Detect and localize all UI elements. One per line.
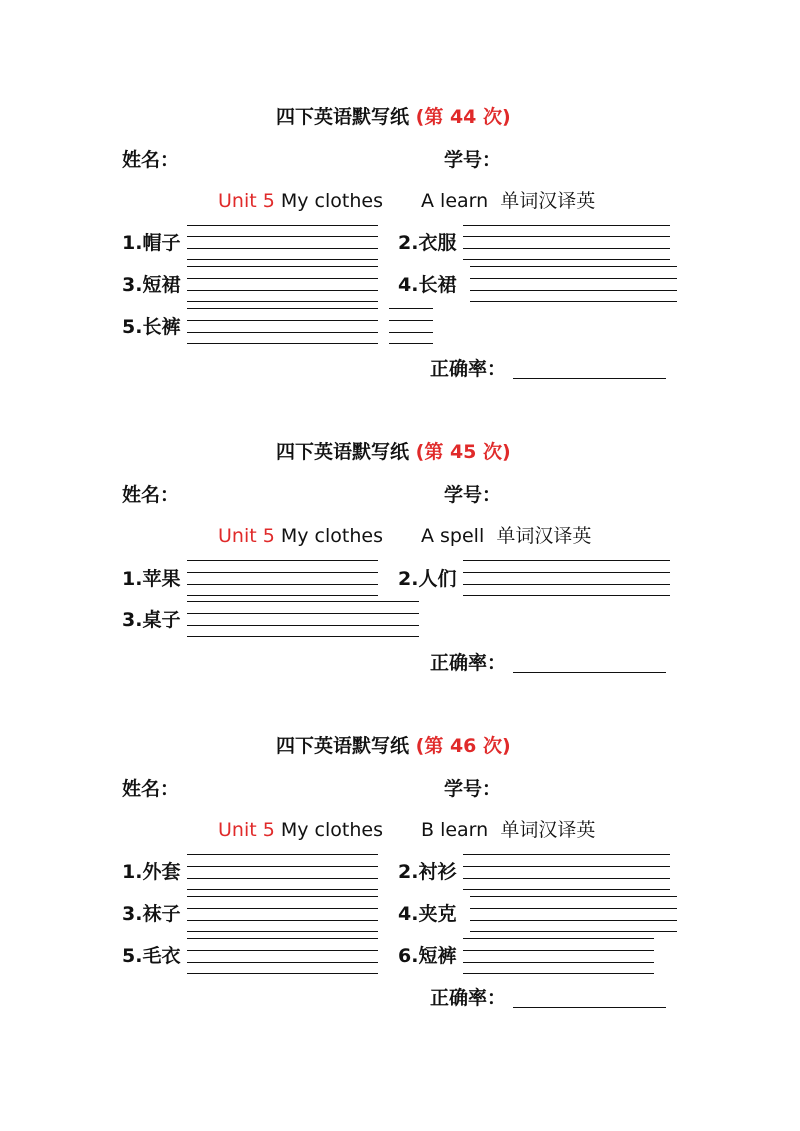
writing-line[interactable] <box>187 889 378 890</box>
writing-line[interactable] <box>187 308 378 309</box>
writing-line[interactable] <box>187 278 378 279</box>
item-5: 5.毛衣 <box>122 945 181 967</box>
task-label: 单词汉译英 <box>500 819 596 841</box>
accuracy-line[interactable] <box>513 378 666 379</box>
writing-line[interactable] <box>187 625 419 626</box>
task-subtitle <box>421 192 595 211</box>
writing-line[interactable] <box>463 225 670 226</box>
writing-line[interactable] <box>389 332 433 333</box>
writing-line[interactable] <box>470 266 677 267</box>
session-count: (第 44 次) <box>415 106 511 128</box>
writing-line[interactable] <box>187 973 378 974</box>
item-6: 6.短裤 <box>398 945 457 967</box>
writing-line[interactable] <box>470 931 677 932</box>
writing-line[interactable] <box>463 866 670 867</box>
writing-line[interactable] <box>389 308 433 309</box>
title-text: 四下英语默写纸 <box>276 735 410 757</box>
writing-line[interactable] <box>463 560 670 561</box>
student-no-label: 学号： <box>444 149 502 171</box>
session-count: (第 46 次) <box>415 735 511 757</box>
writing-line[interactable] <box>187 343 378 344</box>
writing-line[interactable] <box>187 560 378 561</box>
writing-line[interactable] <box>187 572 378 573</box>
unit-label: Unit 5 <box>218 525 275 547</box>
writing-line[interactable] <box>463 248 670 249</box>
writing-line[interactable] <box>463 962 654 963</box>
writing-line[interactable] <box>470 278 677 279</box>
writing-line[interactable] <box>187 320 378 321</box>
task-label: 单词汉译英 <box>496 525 592 547</box>
task-label: 单词汉译英 <box>500 190 596 212</box>
writing-line[interactable] <box>187 248 378 249</box>
writing-line[interactable] <box>187 266 378 267</box>
writing-line[interactable] <box>187 854 378 855</box>
writing-line[interactable] <box>187 908 378 909</box>
accuracy-label: 正确率： <box>430 358 507 380</box>
item-3: 3.短裙 <box>122 274 181 296</box>
writing-line[interactable] <box>463 878 670 879</box>
name-label: 姓名： <box>122 778 180 800</box>
title-text: 四下英语默写纸 <box>276 106 410 128</box>
writing-line[interactable] <box>463 950 654 951</box>
writing-line[interactable] <box>463 259 670 260</box>
writing-line[interactable] <box>470 920 677 921</box>
item-2: 2.衬衫 <box>398 861 457 883</box>
writing-line[interactable] <box>187 236 378 237</box>
part-label: A spell <box>421 525 485 547</box>
accuracy-line[interactable] <box>513 1007 666 1008</box>
writing-line[interactable] <box>463 584 670 585</box>
writing-line[interactable] <box>187 636 419 637</box>
item-2: 2.人们 <box>398 568 457 590</box>
lesson-subtitle <box>218 821 383 840</box>
student-no-label: 学号： <box>444 484 502 506</box>
writing-line[interactable] <box>187 950 378 951</box>
writing-line[interactable] <box>187 332 378 333</box>
student-no-label: 学号： <box>444 778 502 800</box>
section-title <box>276 443 511 462</box>
item-4: 4.夹克 <box>398 903 457 925</box>
writing-line[interactable] <box>187 595 378 596</box>
name-label: 姓名： <box>122 484 180 506</box>
item-5: 5.长裤 <box>122 316 181 338</box>
writing-line[interactable] <box>187 866 378 867</box>
writing-line[interactable] <box>463 854 670 855</box>
writing-line[interactable] <box>470 896 677 897</box>
accuracy-line[interactable] <box>513 672 666 673</box>
writing-line[interactable] <box>389 320 433 321</box>
writing-line[interactable] <box>187 601 419 602</box>
writing-line[interactable] <box>187 301 378 302</box>
lesson-label: My clothes <box>280 525 383 547</box>
writing-line[interactable] <box>470 290 677 291</box>
writing-line[interactable] <box>187 931 378 932</box>
writing-line[interactable] <box>463 236 670 237</box>
title-text: 四下英语默写纸 <box>276 441 410 463</box>
writing-line[interactable] <box>463 973 654 974</box>
writing-line[interactable] <box>187 878 378 879</box>
writing-line[interactable] <box>463 595 670 596</box>
writing-line[interactable] <box>470 908 677 909</box>
writing-line[interactable] <box>187 613 419 614</box>
lesson-label: My clothes <box>280 819 383 841</box>
writing-line[interactable] <box>463 938 654 939</box>
writing-line[interactable] <box>187 225 378 226</box>
writing-line[interactable] <box>389 343 433 344</box>
name-label: 姓名： <box>122 149 180 171</box>
writing-line[interactable] <box>463 572 670 573</box>
task-subtitle <box>421 821 595 840</box>
lesson-subtitle <box>218 192 383 211</box>
item-3: 3.桌子 <box>122 609 181 631</box>
task-subtitle <box>421 527 591 546</box>
writing-line[interactable] <box>187 896 378 897</box>
item-1: 1.外套 <box>122 861 181 883</box>
writing-line[interactable] <box>187 584 378 585</box>
writing-line[interactable] <box>187 259 378 260</box>
lesson-label: My clothes <box>280 190 383 212</box>
item-2: 2.衣服 <box>398 232 457 254</box>
accuracy-label: 正确率： <box>430 652 507 674</box>
writing-line[interactable] <box>187 962 378 963</box>
writing-line[interactable] <box>187 938 378 939</box>
section-title <box>276 108 511 127</box>
item-1: 1.帽子 <box>122 232 181 254</box>
unit-label: Unit 5 <box>218 190 275 212</box>
writing-line[interactable] <box>470 301 677 302</box>
item-3: 3.袜子 <box>122 903 181 925</box>
part-label: A learn <box>421 190 489 212</box>
lesson-subtitle <box>218 527 383 546</box>
session-count: (第 45 次) <box>415 441 511 463</box>
part-label: B learn <box>421 819 489 841</box>
item-1: 1.苹果 <box>122 568 181 590</box>
accuracy-label: 正确率： <box>430 987 507 1009</box>
item-4: 4.长裙 <box>398 274 457 296</box>
writing-line[interactable] <box>187 920 378 921</box>
writing-line[interactable] <box>187 290 378 291</box>
unit-label: Unit 5 <box>218 819 275 841</box>
writing-line[interactable] <box>463 889 670 890</box>
section-title <box>276 737 511 756</box>
